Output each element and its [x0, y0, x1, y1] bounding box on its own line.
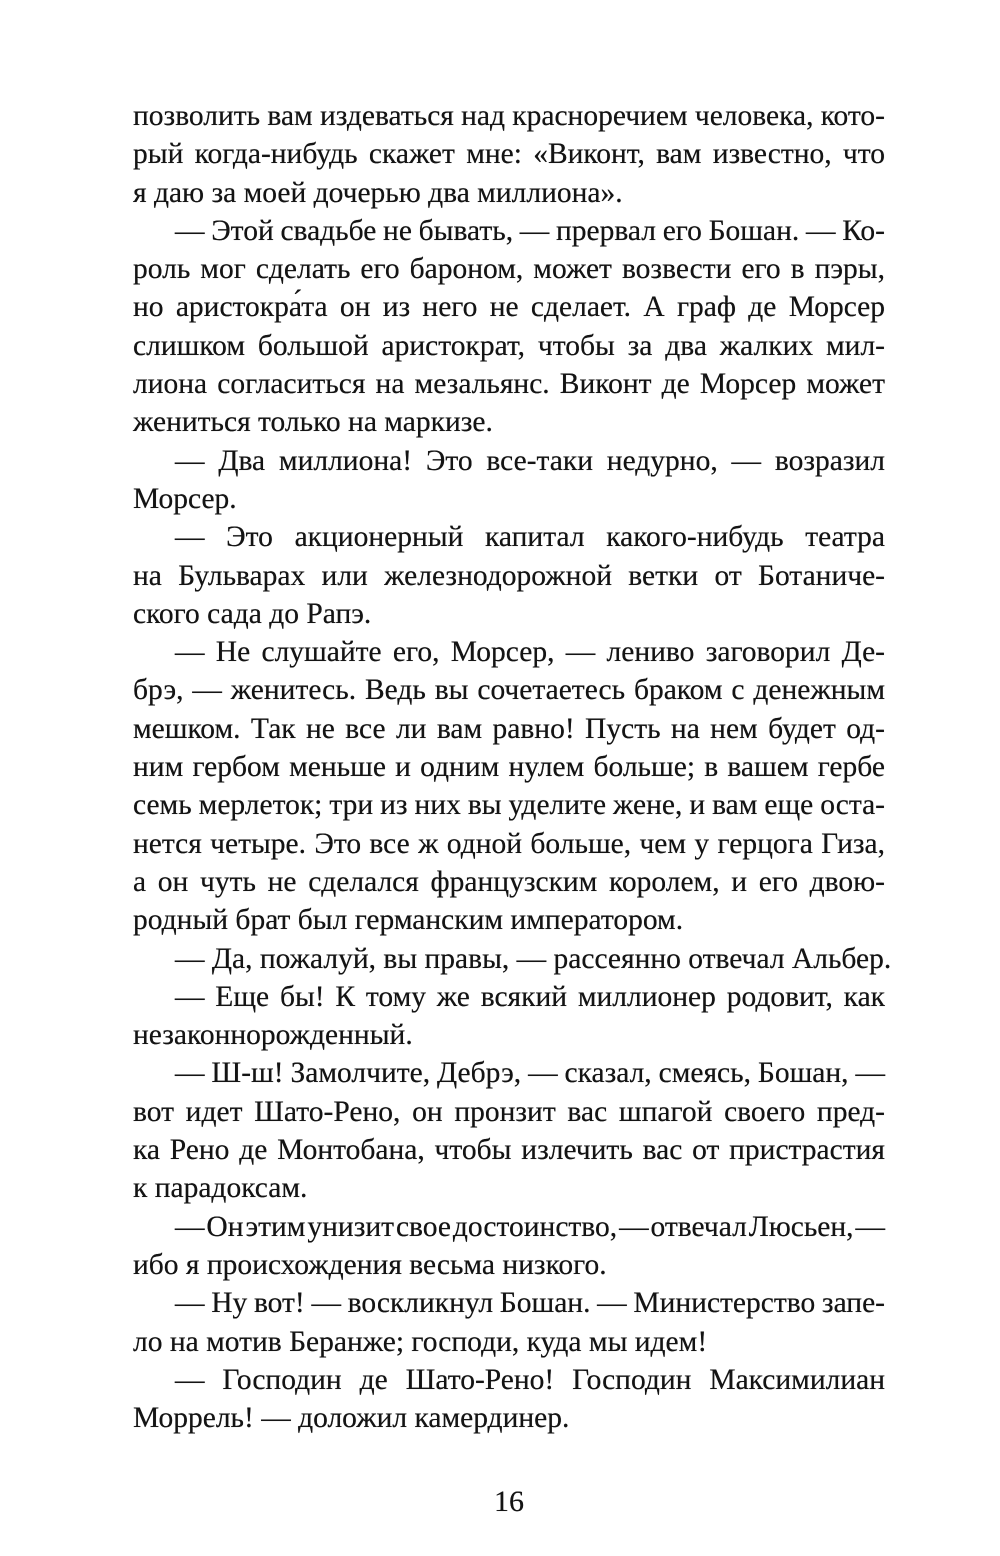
text-line: ка Рено де Монтобана, чтобы излечить вас от пристрастия: [133, 1134, 885, 1167]
text-line: лиона согласиться на мезальянс. Виконт де Морсер может: [133, 368, 885, 401]
text-line: — Он этим унизит свое достоинство, — отвечал Люсьен, —: [175, 1210, 885, 1243]
paragraph: [133, 97, 885, 212]
text-line: — Этой свадьбе не бывать, — прервал его Бошан. — Ко-: [175, 214, 885, 247]
text-line: Моррель! — доложил камердинер.: [133, 1402, 570, 1435]
paragraph: [133, 1054, 885, 1207]
text-line: вот идет Шато-Рено, он пронзит вас шпагой своего пред-: [133, 1095, 885, 1128]
text-line: позволить вам издеваться над красноречием человека, кото-: [133, 100, 885, 132]
text-line: — Господин де Шато-Рено! Господин Максимилиан: [175, 1363, 885, 1396]
text-line: слишком большой аристократ, чтобы за два жалких мил-: [133, 329, 885, 362]
text-block: [133, 97, 892, 1437]
text-line: — Это акционерный капитал какого-нибудь театра: [175, 521, 885, 554]
text-line: брэ, — женитесь. Ведь вы сочетаетесь браком с денежным: [133, 674, 885, 707]
text-line: жениться только на маркизе.: [133, 406, 493, 439]
text-line: ним гербом меньше и одним нулем больше; в вашем гербе: [133, 751, 885, 784]
text-line: нется четыре. Это все ж одной больше, чем у герцога Гиза,: [133, 827, 885, 860]
text-line: я даю за моей дочерью два миллиона».: [133, 176, 623, 209]
text-line: роль мог сделать его бароном, может возвести его в пэры,: [133, 253, 885, 286]
text-line: — Не слушайте его, Морсер, — лениво заговорил Де-: [175, 636, 885, 669]
paragraph: [133, 1361, 885, 1438]
paragraph: [133, 978, 885, 1055]
text-line: ибо я происхождения весьма низкого.: [133, 1248, 607, 1281]
text-line: к парадоксам.: [133, 1172, 308, 1205]
paragraph: [133, 940, 892, 978]
text-line: — Еще бы! К тому же всякий миллионер родовит, как: [175, 980, 885, 1013]
paragraph: [133, 1208, 885, 1285]
text-line: — Два миллиона! Это все-таки недурно, — возразил: [175, 444, 885, 477]
text-line: а он чуть не сделался французским королем, и его двою-: [133, 865, 885, 898]
text-line: рый когда-нибудь скажет мне: «Виконт, вам известно, что: [133, 138, 885, 171]
paragraph: [133, 212, 885, 442]
paragraph: [133, 1284, 885, 1361]
paragraph: [133, 518, 885, 633]
text-line: мешком. Так не все ли вам равно! Пусть на нем будет од-: [133, 712, 885, 745]
text-line: родный брат был германским императором.: [133, 904, 684, 937]
paragraph: [133, 633, 885, 939]
text-line: но аристокра́та он из него не сделает. А граф де Морсер: [133, 291, 885, 324]
text-line: на Бульварах или железнодорожной ветки от Ботаниче-: [133, 559, 885, 592]
text-line: — Да, пожалуй, вы правы, — рассеянно отвечал Альбер.: [175, 942, 892, 975]
text-line: — Ш-ш! Замолчите, Дебрэ, — сказал, смеясь, Бошан, —: [175, 1057, 885, 1090]
text-line: семь мерлеток; три из них вы уделите жене, и вам еще оста-: [133, 789, 885, 822]
text-line: ло на мотив Беранже; господи, куда мы идем!: [133, 1325, 708, 1358]
text-line: незаконнорожденный.: [133, 1019, 413, 1052]
page-number: 16: [494, 1485, 524, 1518]
paragraph: [133, 442, 885, 519]
text-line: ского сада до Рапэ.: [133, 597, 372, 630]
text-line: Морсер.: [133, 482, 237, 515]
text-line: — Ну вот! — воскликнул Бошан. — Министерство запе-: [175, 1287, 885, 1320]
